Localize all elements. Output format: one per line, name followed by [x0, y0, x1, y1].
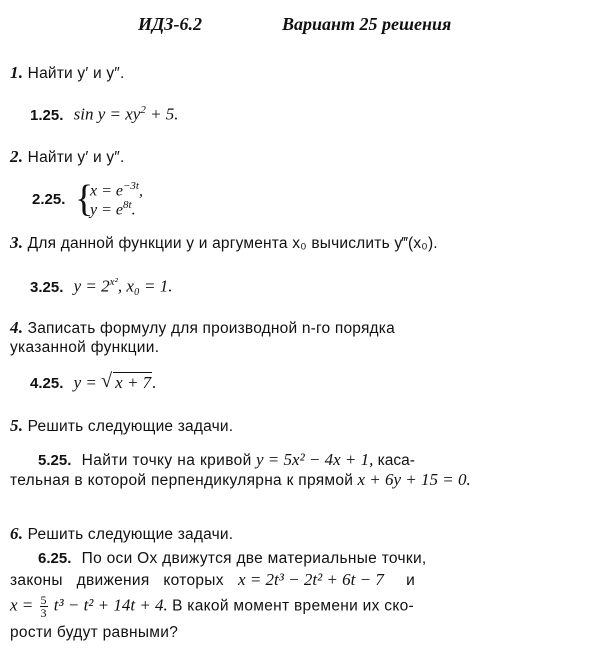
task-4-text-line-2: указанной функции. — [10, 339, 160, 356]
problem-2-line-1 — [90, 180, 143, 200]
problem-6-line-2-math: x = 2t³ − 2t² + 6t − 7 — [238, 570, 384, 589]
fraction — [40, 594, 48, 619]
problem-1-25 — [30, 104, 179, 125]
problem-4-part-1: y = — [73, 373, 102, 392]
problem-4-number: 4.25. — [30, 375, 64, 392]
problem-6-line-2-end: и — [406, 572, 415, 589]
problem-6-25-line-3 — [10, 594, 414, 619]
task-2-heading — [10, 147, 124, 167]
problem-2-25 — [32, 180, 232, 220]
problem-3-exp: x² — [109, 276, 118, 288]
problem-2-line-2-base: y = e — [90, 201, 123, 219]
fraction-denominator: 3 — [40, 606, 47, 620]
task-3-number: 3. — [10, 233, 24, 252]
task-5-number: 5. — [10, 416, 24, 435]
task-4-number: 4. — [10, 318, 24, 337]
problem-6-number: 6.25. — [38, 550, 72, 567]
problem-6-line-3-text: В какой момент времени их ско- — [172, 597, 414, 615]
problem-3-part-2: , x₀ = 1. — [117, 276, 173, 296]
task-2-text: Найти y′ и y″. — [27, 149, 125, 166]
problem-6-25-line-2 — [10, 570, 415, 590]
task-5-text: Решить следующие задачи. — [27, 418, 234, 435]
problem-3-part-1: y = 2 — [73, 276, 110, 296]
problem-6-25-line-4: рости будут равными? — [10, 624, 179, 641]
problem-5-line-2-text: тельная в которой перпендикулярна к прямой — [10, 472, 354, 489]
problem-2-line-2-end: . — [131, 201, 136, 219]
problem-4-radicand: x + 7 — [115, 373, 152, 392]
problem-5-line-2-math: x + 6y + 15 = 0. — [357, 470, 471, 489]
problem-1-lhs: sin y = xy — [73, 104, 141, 124]
problem-6-line-2-text: законы движения которых — [10, 572, 224, 589]
problem-6-25-line-1 — [38, 548, 427, 568]
problem-2-line-1-exp: −3t — [123, 180, 139, 192]
task-6-heading — [10, 524, 233, 544]
problem-2-line-2 — [90, 199, 136, 219]
problem-2-line-1-end: , — [138, 182, 143, 200]
problem-1-rhs: + 5. — [145, 104, 179, 124]
problem-6-line-1-text: По оси Ox движутся две материальные точки, — [81, 550, 427, 567]
problem-5-number: 5.25. — [38, 452, 72, 469]
problem-2-number: 2.25. — [32, 191, 66, 208]
problem-5-line-1-end: каса- — [377, 452, 415, 469]
problem-2-line-1-base: x = e — [90, 182, 123, 200]
problem-3-25 — [30, 276, 173, 297]
fraction-numerator: 5 — [40, 593, 47, 607]
problem-6-line-3-pre: x = — [10, 595, 34, 615]
problem-4-25 — [30, 372, 156, 393]
task-1-text: Найти y′ и y″. — [27, 65, 125, 82]
problem-2-line-2-exp: 8t — [123, 199, 132, 211]
task-1-heading — [10, 63, 124, 83]
sqrt-symbol: √ x + 7 — [101, 370, 152, 392]
problem-1-exp: 2 — [140, 104, 146, 116]
header — [0, 14, 593, 36]
task-4-text-line-1: Записать формулу для производной n-го порядка — [27, 320, 395, 337]
problem-5-25-line-2 — [10, 470, 471, 490]
problem-6-line-3-math: t³ − t² + 14t + 4. — [53, 595, 168, 615]
task-5-heading — [10, 416, 233, 436]
task-1-number: 1. — [10, 63, 24, 82]
task-2-number: 2. — [10, 147, 24, 166]
problem-1-number: 1.25. — [30, 106, 64, 124]
header-title-left: ИДЗ-6.2 — [138, 14, 202, 34]
problem-4-end: . — [152, 373, 157, 392]
task-6-text: Решить следующие задачи. — [27, 526, 234, 543]
problem-5-line-1-math: y = 5x² − 4x + 1, — [256, 450, 374, 469]
task-6-number: 6. — [10, 524, 24, 543]
task-3-text: Для данной функции y и аргумента x₀ вычислить y‴(x₀). — [27, 235, 438, 252]
problem-5-25-line-1 — [38, 450, 415, 470]
brace-symbol: { — [75, 178, 94, 220]
task-4-heading — [10, 318, 395, 338]
header-title-right: Вариант 25 решения — [282, 14, 452, 34]
problem-5-line-1-text: Найти точку на кривой — [81, 452, 252, 469]
task-3-heading — [10, 233, 438, 253]
problem-3-number: 3.25. — [30, 278, 64, 296]
